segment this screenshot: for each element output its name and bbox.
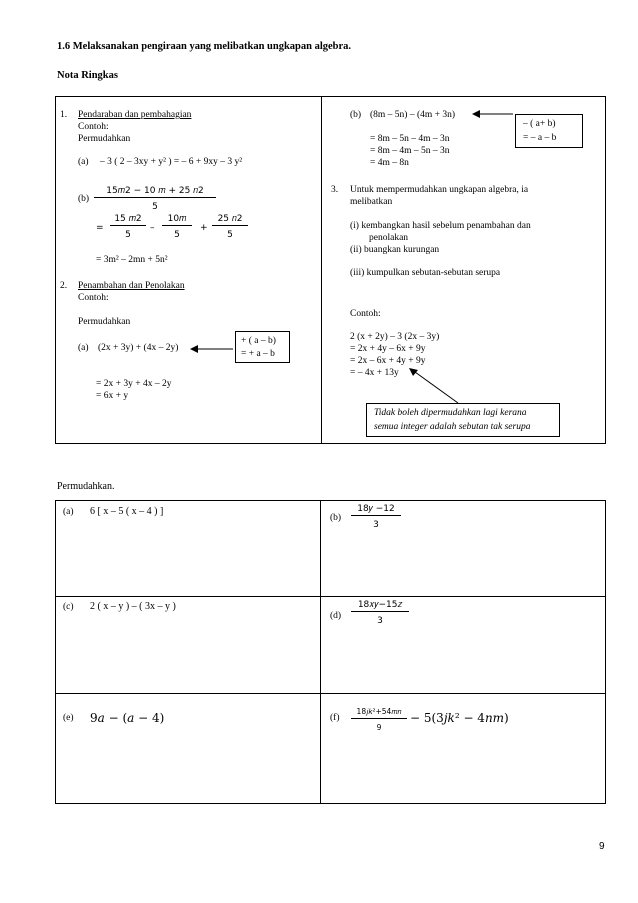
item3-ex-line4: = – 4x + 13y — [350, 368, 399, 378]
item3-ex-line1: 2 (x + 2y) – 3 (2x – 3y) — [350, 332, 440, 342]
item2-step2: = 6x + y — [96, 391, 129, 401]
item2-step1: = 2x + 3y + 4x – 2y — [96, 379, 172, 389]
item1-term1-den: 5 — [125, 230, 131, 240]
item2-number: 2. — [60, 281, 68, 291]
exercise-f-numerator: 18𝑗𝑘²+54𝑚𝑛 — [351, 707, 407, 719]
notes-table-divider — [321, 96, 322, 444]
item1-contoh: Contoh: — [78, 122, 109, 132]
exercise-d-label: (d) — [330, 611, 342, 621]
item1-eq: = — [96, 223, 104, 233]
item1-term2 — [162, 214, 192, 240]
item3-intro-line1: Untuk mempermudahkan ungkapan algebra, ia — [350, 185, 529, 195]
item1-term1-num: 15 𝑚2 — [110, 214, 146, 226]
right-b-step1: = 8m – 5n – 4m – 3n — [370, 134, 450, 144]
right-b-step2: = 8m – 4m – 5n – 3n — [370, 146, 450, 156]
right-b-box-line2: = – a – b — [523, 133, 557, 143]
exercise-row-line-1 — [55, 596, 606, 597]
right-b-rule-box — [515, 114, 583, 148]
item1-permudahkan: Permudahkan — [78, 134, 131, 144]
item2-a-label: (a) — [78, 343, 89, 353]
item2-box-line1: + ( a – b) — [241, 336, 276, 346]
item1-term1 — [110, 214, 146, 240]
right-b-step3: = 4m – 8n — [370, 158, 409, 168]
exercise-b-denominator: 3 — [373, 520, 379, 530]
item3-contoh: Contoh: — [350, 309, 381, 319]
item3-step-ii: (ii) buangkan kurungan — [350, 245, 440, 255]
right-b-label: (b) — [350, 110, 362, 120]
exercise-table — [55, 500, 606, 804]
exercise-e-expr: 9𝑎 − (𝑎 − 4) — [90, 711, 165, 725]
exercise-d-numerator: 18𝑥𝑦−15𝑧 — [351, 600, 409, 612]
exercise-b-label: (b) — [330, 513, 342, 523]
exercise-d-fraction — [351, 600, 409, 626]
item3-arrow-icon — [408, 367, 460, 405]
item3-step-i: (i) kembangkan hasil sebelum penambahan dan — [350, 221, 531, 231]
item1-term3-num: 25 𝑛2 — [212, 214, 248, 226]
exercise-row-line-2 — [55, 693, 606, 694]
exercise-f-fraction — [351, 707, 407, 732]
item1-b-fraction — [94, 186, 216, 212]
item1-plus: + — [200, 223, 208, 233]
exercise-e-label: (e) — [63, 713, 74, 723]
item3-ex-line2: = 2x + 4y – 6x + 9y — [350, 344, 426, 354]
item3-ex-line3: = 2x – 6x + 4y + 9y — [350, 356, 426, 366]
item3-note-line1: Tidak boleh dipermudahkan lagi kerana — [374, 408, 527, 418]
item2-heading: Penambahan dan Penolakan — [78, 281, 185, 291]
item2-rule-box — [235, 331, 290, 363]
item2-permudahkan: Permudahkan — [78, 317, 131, 327]
item2-contoh: Contoh: — [78, 293, 109, 303]
exercise-heading: Permudahkan. — [57, 481, 115, 492]
exercise-b-numerator: 18𝑦 −12 — [351, 504, 401, 516]
exercise-d-denominator: 3 — [377, 616, 383, 626]
exercise-f-rest: − 5(3𝑗𝑘² − 4𝑛𝑚) — [410, 711, 509, 725]
item1-result: = 3m² – 2mn + 5n² — [96, 255, 168, 265]
right-b-arrow-icon — [472, 108, 514, 120]
exercise-divider — [320, 500, 321, 804]
item2-a-expr: (2x + 3y) + (4x – 2y) — [98, 343, 179, 353]
item3-note-box — [366, 403, 560, 437]
exercise-c-expr: 2 ( x – y ) – ( 3x – y ) — [90, 601, 176, 612]
item1-b-label: (b) — [78, 194, 90, 204]
item1-term3 — [212, 214, 248, 240]
item1-a-label: (a) — [78, 157, 89, 167]
exercise-f-denominator: 9 — [376, 723, 382, 732]
item3-step-iii: (iii) kumpulkan sebutan-sebutan serupa — [350, 268, 501, 278]
item2-box-line2: = + a – b — [241, 349, 275, 359]
item1-term2-num: 10𝑚 — [162, 214, 192, 226]
item1-term2-den: 5 — [174, 230, 180, 240]
item3-step-i-cont: penolakan — [369, 233, 409, 243]
exercise-f-label: (f) — [330, 713, 340, 723]
item3-intro-line2: melibatkan — [350, 197, 393, 207]
exercise-c-label: (c) — [63, 602, 74, 612]
exercise-b-fraction — [351, 504, 401, 530]
item1-heading: Pendaraban dan pembahagian — [78, 110, 192, 120]
right-b-expr: (8m – 5n) – (4m + 3n) — [370, 110, 456, 120]
item1-b-denominator: 5 — [152, 202, 158, 212]
item1-number: 1. — [60, 110, 68, 120]
exercise-a-expr: 6 [ x – 5 ( x – 4 ) ] — [90, 506, 164, 517]
item1-term3-den: 5 — [227, 230, 233, 240]
section-title: 1.6 Melaksanakan pengiraan yang melibatkan ungkapan algebra. — [57, 41, 352, 52]
right-b-box-line1: – ( a+ b) — [523, 119, 556, 129]
item1-b-numerator: 15𝑚2 − 10 𝑚 + 25 𝑛2 — [94, 186, 216, 198]
exercise-a-label: (a) — [63, 507, 74, 517]
item3-note-line2: semua integer adalah sebutan tak serupa — [374, 422, 531, 432]
notes-heading: Nota Ringkas — [57, 70, 118, 81]
item1-a-expr: – 3 ( 2 – 3xy + y² ) = – 6 + 9xy – 3 y² — [100, 157, 243, 167]
item1-minus: – — [150, 223, 155, 233]
item3-number: 3. — [331, 185, 339, 195]
page-number: 9 — [599, 841, 605, 852]
notes-table — [55, 96, 606, 444]
item2-arrow-icon — [190, 343, 234, 355]
